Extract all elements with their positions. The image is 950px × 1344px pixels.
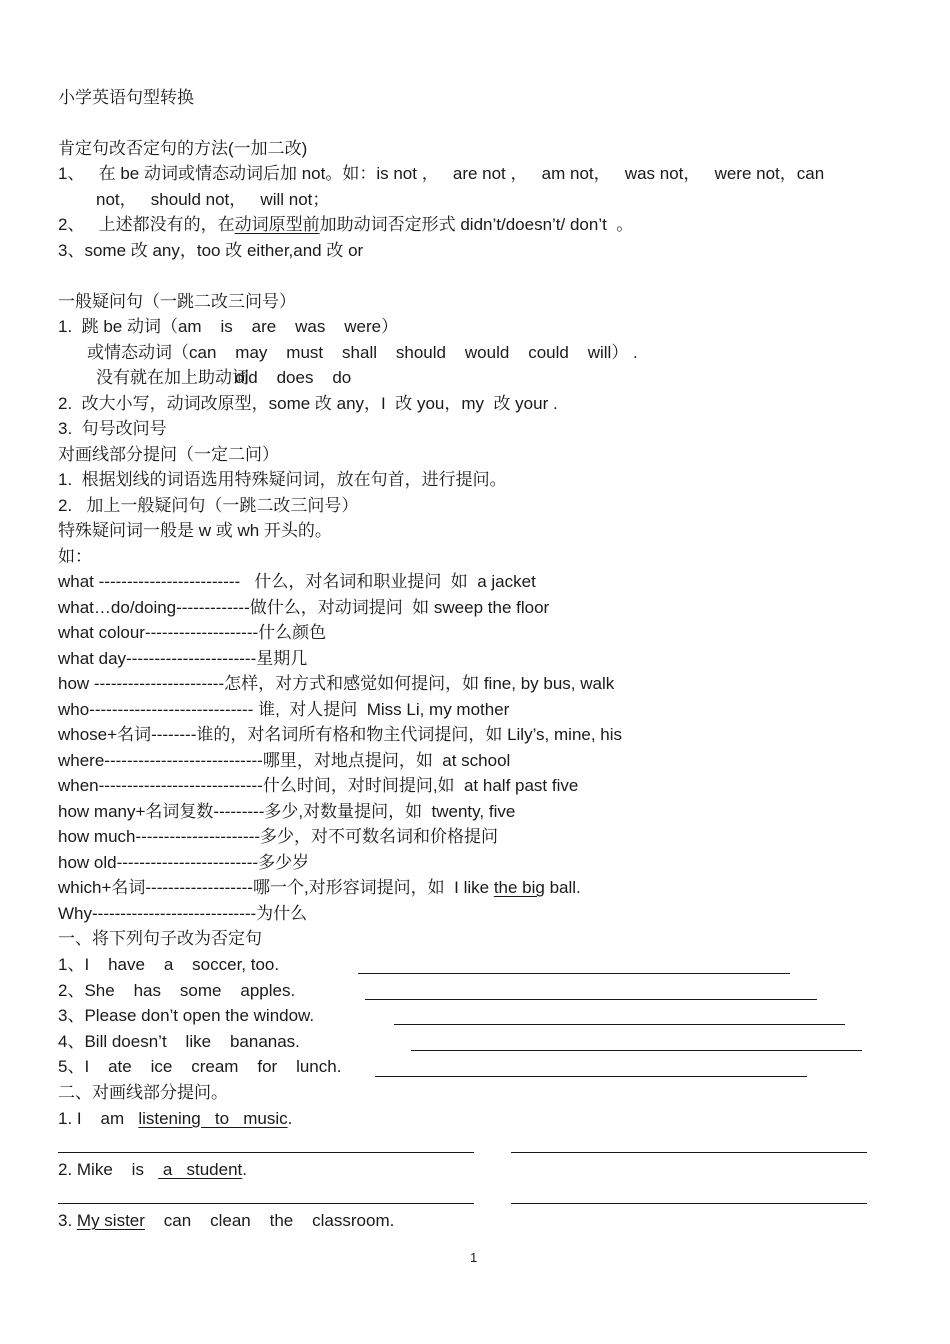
- answer-blank[interactable]: [58, 1203, 474, 1204]
- answer-blank[interactable]: [511, 1152, 867, 1153]
- answer-blank[interactable]: [394, 1024, 845, 1025]
- exercise-1-item: 3、Please don’t open the window.: [58, 1006, 315, 1025]
- page-number: 1: [470, 1250, 478, 1265]
- wh-note: 特殊疑问词一般是 w 或 wh 开头的。: [58, 521, 332, 540]
- negation-rule-2-underlined: 动词原型前: [234, 215, 320, 234]
- wh-item: how much----------------------多少，对不可数名词和价格提问: [58, 827, 499, 846]
- yesno-rule-1-aux: [96, 365, 351, 390]
- wh-item: what colour--------------------什么颜色: [58, 623, 327, 642]
- q1-post: .: [287, 1109, 293, 1128]
- q3-pre: 3.: [58, 1211, 77, 1230]
- answer-blank[interactable]: [511, 1203, 867, 1204]
- answer-blank[interactable]: [411, 1050, 862, 1051]
- exercise-1-item: 1、I have a soccer, too.: [58, 955, 280, 974]
- yesno-rule-1: 1. 跳 be 动词（am is are was were）: [58, 317, 399, 336]
- page-title: 小学英语句型转换: [58, 88, 194, 107]
- which-pre: which+名词-------------------哪一个,对形容词提问，如 I like: [58, 878, 494, 897]
- q2-underlined: a student: [158, 1160, 243, 1179]
- wh-item: what day-----------------------星期几: [58, 649, 308, 668]
- q3-post: can clean the classroom.: [144, 1211, 395, 1230]
- exercise-2-q1: [58, 1106, 292, 1131]
- exercise-1-item: 4、Bill doesn’t like bananas.: [58, 1032, 300, 1051]
- wh-rule-1: 1. 根据划线的词语选用特殊疑问词，放在句首，进行提问。: [58, 470, 507, 489]
- exercise-1-item: 2、She has some apples.: [58, 981, 296, 1000]
- exercise-2-q3: [58, 1208, 394, 1233]
- q2-pre: 2. Mike is: [58, 1160, 159, 1179]
- negation-rule-1: 1、 在 be 动词或情态动词后加 not。如：is not ， are not ， am not， was not， were not，can: [58, 164, 825, 183]
- negation-rule-2: [58, 212, 633, 237]
- q1-pre: 1. I am: [58, 1109, 139, 1128]
- wh-item: what ------------------------- 什么，对名词和职业提问 如 a jacket: [58, 572, 536, 591]
- exercise-1-heading: 一、将下列句子改为否定句: [58, 929, 262, 948]
- wh-example-label: 如：: [58, 547, 92, 566]
- wh-rule-2: 2. 加上一般疑问句（一跳二改三问号）: [58, 496, 359, 515]
- q1-underlined: listening to music: [138, 1109, 288, 1128]
- q2-post: .: [242, 1160, 247, 1179]
- yesno-rule-2: 2. 改大小写，动词改原型，some 改 any，I 改 you，my 改 your .: [58, 394, 558, 413]
- negation-heading: 肯定句改否定句的方法(一加二改): [58, 139, 308, 158]
- exercise-2-q2: [58, 1157, 247, 1182]
- exercise-1-item: 5、I ate ice cream for lunch.: [58, 1057, 342, 1076]
- wh-item: who----------------------------- 谁, 对人提问 Miss Li, my mother: [58, 700, 510, 719]
- wh-item: when-----------------------------什么时间，对时间提问,如 at half past five: [58, 776, 579, 795]
- which-underlined: the big: [493, 878, 545, 897]
- wh-item: whose+名词--------谁的，对名词所有格和物主代词提问，如 Lily’s, mine, his: [58, 725, 623, 744]
- negation-rule-2-pre: 2、 上述都没有的，在: [58, 215, 235, 234]
- wh-item: how many+名词复数---------多少,对数量提问，如 twenty, five: [58, 802, 516, 821]
- exercise-2-heading: 二、对画线部分提问。: [58, 1083, 228, 1102]
- negation-rule-3: 3、some 改 any，too 改 either,and 改 or: [58, 241, 364, 260]
- yesno-aux-label: 没有就在加上助动词: [96, 368, 249, 387]
- yesno-heading: 一般疑问句（一跳二改三问号）: [58, 292, 296, 311]
- q3-underlined: My sister: [76, 1211, 145, 1230]
- negation-rule-1-cont: not， should not， will not；: [96, 190, 330, 209]
- answer-blank[interactable]: [365, 999, 817, 1000]
- which-post: ball.: [544, 878, 581, 897]
- yesno-aux-words: did does do: [235, 368, 352, 387]
- wh-item-which: [58, 875, 581, 900]
- answer-blank[interactable]: [375, 1076, 807, 1077]
- answer-blank[interactable]: [358, 973, 790, 974]
- yesno-rule-3: 3. 句号改问号: [58, 419, 167, 438]
- wh-item: where----------------------------哪里，对地点提问，如 at school: [58, 751, 511, 770]
- answer-blank[interactable]: [58, 1152, 474, 1153]
- wh-item: what…do/doing-------------做什么，对动词提问 如 sweep the floor: [58, 598, 550, 617]
- wh-item: how old-------------------------多少岁: [58, 853, 310, 872]
- wh-item-why: Why-----------------------------为什么: [58, 904, 308, 923]
- wh-heading: 对画线部分提问（一定二问）: [58, 445, 279, 464]
- negation-rule-2-post: 加助动词否定形式 didn’t/doesn’t/ don’t 。: [319, 215, 634, 234]
- yesno-rule-1-modals: 或情态动词（can may must shall should would could will） .: [87, 343, 638, 362]
- wh-item: how -----------------------怎样，对方式和感觉如何提问，如 fine, by bus, walk: [58, 674, 615, 693]
